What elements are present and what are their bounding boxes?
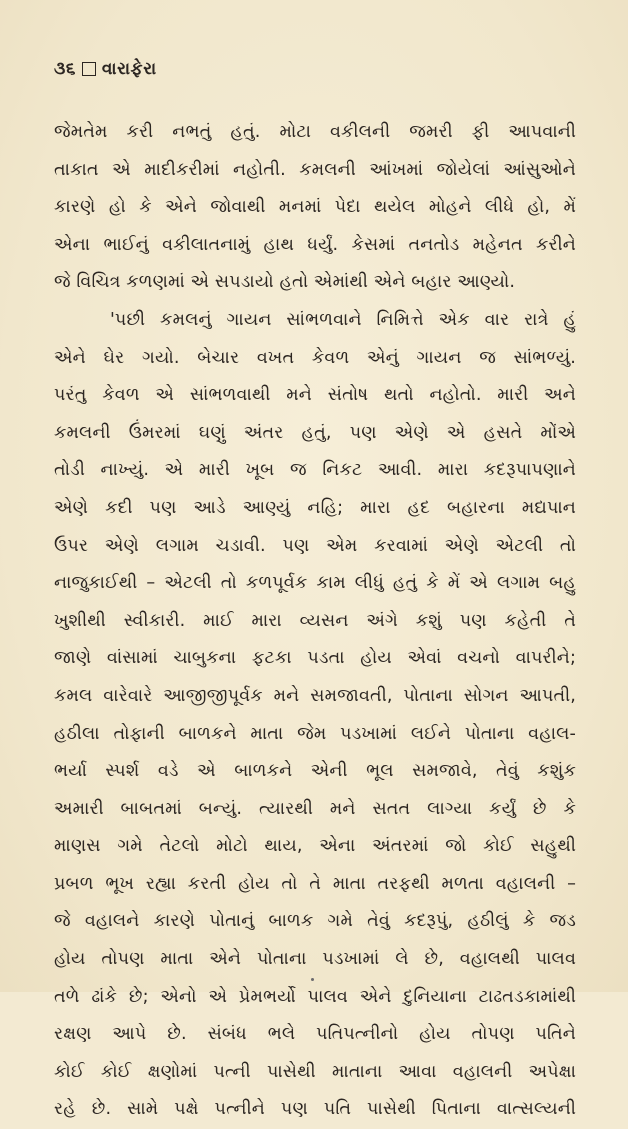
text-line: તળે ઢાંકે છે; એનો એ પ્રેમભર્યો પાલવ એને દુનિયાના ટાઢતડકામાંથી xyxy=(54,986,576,1007)
running-header xyxy=(54,54,576,84)
page-number: ૩૬ xyxy=(54,59,76,79)
header-box-icon xyxy=(82,62,96,76)
text-line: રહે છે. સામે પક્ષે પત્નીને પણ પતિ પાસેથી પિતાના વાત્સલ્યની xyxy=(54,1099,576,1120)
text-line: કમલ વારેવારે આજીજીપૂર્વક મને સમજાવતી, પોતાના સોગન આપતી, xyxy=(54,685,576,706)
text-line: પ્રબળ ભૂખ રહ્યા કરતી હોય તો તે માતા તરફથી મળતા વહાલની – xyxy=(54,873,576,894)
text-line: કમલની ઉંમરમાં ઘણું અંતર હતું, પણ એણે એ હસતે મોંએ xyxy=(54,422,576,443)
book-title: વારાફેરા xyxy=(101,59,157,79)
text-line: જાણે વાંસામાં ચાબુકના ફટકા પડતા હોય એવાં વચનો વાપરીને; xyxy=(54,648,576,669)
print-speck xyxy=(311,978,314,981)
text-line: તાકાત એ માદીકરીમાં નહોતી. કમલની આંખમાં જોયેલાં આંસુઓને xyxy=(54,159,576,180)
body-text xyxy=(54,114,576,1129)
text-line: એણે કદી પણ આડે આણ્યું નહિ; મારા હદ બહારના મદ્યપાન xyxy=(54,497,576,518)
text-line: હઠીલા તોફાની બાળકને માતા જેમ પડખામાં લઈને પોતાના વહાલ- xyxy=(54,723,576,744)
text-line: 'પછી કમલનું ગાયન સાંભળવાને નિમિત્તે એક વાર રાત્રે હું xyxy=(110,309,576,330)
text-line: કારણે હો કે એને જોવાથી મનમાં પેદા થયેલ મોહને લીધે હો, મેં xyxy=(54,197,576,218)
text-line: હોય તોપણ માતા એને પોતાના પડખામાં લે છે, વહાલથી પાલવ xyxy=(54,949,576,970)
text-line: તોડી નાખ્યું. એ મારી ખૂબ જ નિકટ આવી. મારા કદરૂપાપણાને xyxy=(54,460,576,481)
text-line: પરંતુ કેવળ એ સાંભળવાથી મને સંતોષ થતો નહોતો. મારી અને xyxy=(54,385,576,406)
text-line: માણસ ગમે તેટલો મોટો થાય, એના અંતરમાં જો કોઈ સહુથી xyxy=(54,836,576,857)
text-line: અમારી બાબતમાં બન્યું. ત્યારથી મને સતત લાગ્યા કર્યું છે કે xyxy=(54,798,576,819)
text-line: ઉપર એણે લગામ ચડાવી. પણ એમ કરવામાં એણે એટલી તો xyxy=(54,535,576,556)
text-line: નાજુકાઈથી – એટલી તો કળપૂર્વક કામ લીધું હતું કે મેં એ લગામ બહુ xyxy=(54,573,576,594)
text-line: જે વિચિત્ર કળણમાં એ સપડાયો હતો એમાંથી એને બહાર આણ્યો. xyxy=(54,272,516,293)
text-line: એને ઘેર ગયો. બેચાર વખત કેવળ એનું ગાયન જ સાંભળ્યું. xyxy=(54,347,576,368)
text-line: કોઈ કોઈ ક્ષણોમાં પત્ની પાસેથી માતાના આવા વહાલની અપેક્ષા xyxy=(54,1061,576,1082)
text-line: જેમતેમ કરી નભતું હતું. મોટા વકીલની જમરી ફી આપવાની xyxy=(54,122,576,142)
text-line: જે વહાલને કારણે પોતાનું બાળક ગમે તેવું કદરૂપું, હઠીલું કે જડ xyxy=(54,911,576,932)
text-line: રક્ષણ આપે છે. સંબંધ ભલે પતિપત્નીનો હોય તોપણ પતિને xyxy=(54,1024,576,1045)
text-line: ખુશીથી સ્વીકારી. માઈ મારા વ્યસન અંગે કશું પણ કહેતી તે xyxy=(54,610,576,631)
text-line: એના ભાઈનું વકીલાતનામું હાથ ધર્યું. કેસમાં તનતોડ મહેનત કરીને xyxy=(54,234,576,255)
text-line: ભર્યા સ્પર્શ વડે એ બાળકને એની ભૂલ સમજાવે, તેવું કશુંક xyxy=(54,761,576,782)
